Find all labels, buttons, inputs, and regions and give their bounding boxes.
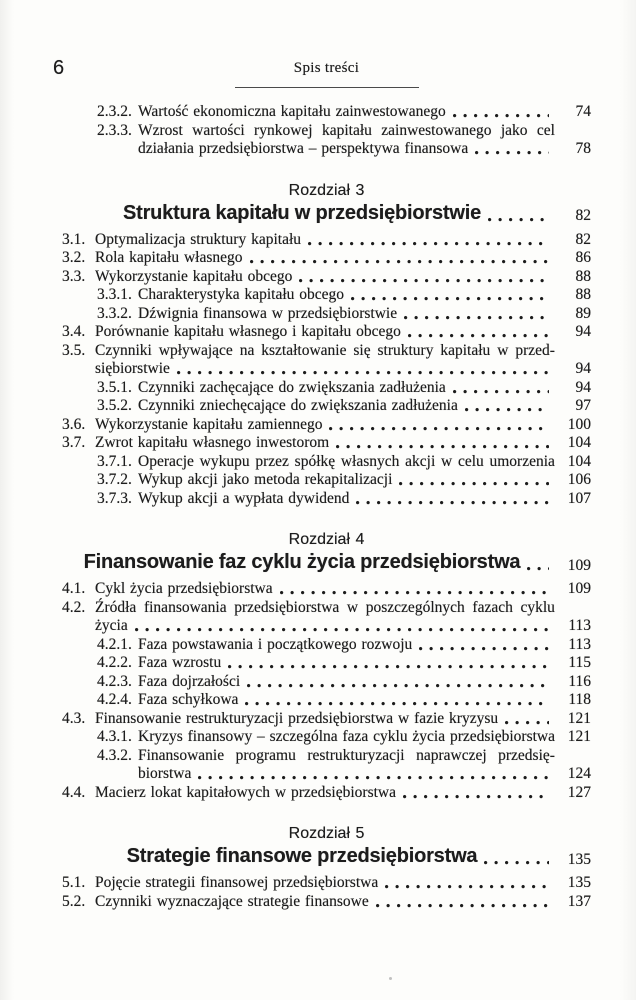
- entry-last-line: [95, 617, 555, 636]
- entry-lines: [95, 342, 555, 379]
- page-number: 6: [53, 57, 65, 79]
- entry-word: Kryzys: [138, 728, 183, 746]
- entry-last-line: [138, 103, 555, 122]
- entry-text: siębiorstwie: [95, 360, 170, 378]
- entry-word: restrukturyzacji: [307, 746, 405, 764]
- entry-number: 4.2.3.: [97, 672, 132, 690]
- entry-word: Wzrost: [138, 121, 183, 139]
- entry-lines: [138, 636, 555, 655]
- entry-lines: [95, 268, 555, 287]
- entry-text: Finansowanie restrukturyzacji przedsiębiorstwa w fazie kryzysu: [95, 709, 499, 727]
- leader-dots: [198, 775, 549, 780]
- leader-dots: [404, 315, 549, 320]
- entry-last-line: [138, 471, 555, 490]
- entry-text: Wykorzystanie kapitału zamiennego: [95, 415, 323, 433]
- entry-last-line: [138, 691, 555, 710]
- entry-lines: [138, 103, 555, 122]
- entry-word: się: [353, 341, 371, 359]
- entry-last-line: [138, 636, 555, 655]
- leader-dots: [484, 860, 549, 865]
- leader-dots: [299, 278, 549, 283]
- entry-number: 4.2.: [62, 598, 86, 616]
- entry-lines: [95, 416, 555, 435]
- entry-lines: [95, 323, 555, 342]
- entry-word: w: [346, 598, 359, 616]
- entry-text: Wykup akcji a wypłata dywidend: [138, 489, 350, 507]
- header-rule: [235, 87, 419, 88]
- toc-entry: [62, 323, 591, 342]
- entry-text: Czynniki zniechęcające do zwiększania zadłużenia: [138, 397, 458, 415]
- toc-entry: [62, 122, 591, 159]
- entry-last-line: [95, 580, 555, 599]
- entry-text: Porównanie kapitału własnego i kapitału obcego: [95, 323, 401, 341]
- entry-last-line: [95, 416, 555, 435]
- entry-page: 97: [575, 397, 591, 415]
- entry-last-line: [138, 490, 555, 509]
- entry-page: 115: [568, 654, 591, 672]
- entry-text-line: [95, 342, 555, 361]
- entry-number: 4.3.: [62, 709, 86, 727]
- leader-dots: [376, 903, 549, 908]
- entry-text: Pojęcie strategii finansowej przedsiębiorstwa: [95, 874, 379, 892]
- entry-last-line: [138, 673, 555, 692]
- entry-last-line: [95, 784, 555, 803]
- leader-dots: [465, 407, 549, 412]
- entry-word: Źródła: [95, 598, 137, 616]
- entry-text-line: [95, 599, 555, 618]
- entry-word: wpływające: [158, 341, 233, 359]
- entry-word: wykupu: [199, 452, 250, 470]
- entry-text: Wykorzystanie kapitału obcego: [95, 267, 293, 285]
- entry-lines: [138, 490, 555, 509]
- chapter-title: Struktura kapitału w przedsiębiorstwie: [122, 201, 482, 224]
- entry-page: 86: [575, 249, 591, 267]
- entry-word: przedsiębiorstwa: [449, 728, 555, 746]
- entry-text: życia: [95, 617, 128, 635]
- entry-text: Optymalizacja struktury kapitału: [95, 230, 302, 248]
- entry-lines: [95, 710, 555, 729]
- entry-word: cyklu: [520, 598, 555, 616]
- entry-text: Czynniki zachęcające do zwiększania zadłużenia: [138, 378, 446, 396]
- entry-page: 74: [575, 103, 591, 121]
- entry-number: 4.3.1.: [97, 728, 132, 746]
- entry-page: 88: [575, 286, 591, 304]
- entry-number: 5.1.: [62, 874, 86, 892]
- leader-dots: [408, 333, 549, 338]
- entry-page: 100: [567, 415, 591, 433]
- chapter-title: Strategie finansowe przedsiębiorstwa: [126, 845, 478, 868]
- leader-dots: [403, 794, 549, 799]
- entry-number: 4.2.1.: [97, 635, 132, 653]
- toc-entry: [62, 103, 591, 122]
- entry-word: kształtowanie: [261, 341, 347, 359]
- entry-word: struktury: [377, 341, 434, 359]
- entry-lines: [138, 654, 555, 673]
- entry-number: 4.3.2.: [97, 746, 132, 764]
- entry-word: rynkowej: [254, 121, 313, 139]
- toc-entry: [62, 728, 591, 747]
- entry-word: Czynniki: [95, 341, 152, 359]
- entry-word: przedsię-: [498, 746, 555, 764]
- entry-lines: [138, 453, 555, 472]
- toc-entry: [62, 599, 591, 636]
- entry-last-line: [138, 305, 555, 324]
- entry-word: faza: [342, 728, 369, 746]
- entry-lines: [138, 122, 555, 159]
- entry-last-line: [95, 710, 555, 729]
- entry-word: przed-: [515, 341, 555, 359]
- entry-number: 3.7.1.: [97, 452, 132, 470]
- toc-entry: [62, 471, 591, 490]
- entry-text: Faza schyłkowa: [138, 691, 239, 709]
- leader-dots: [505, 720, 549, 725]
- entry-lines: [138, 379, 555, 398]
- entry-word: wartości: [192, 121, 245, 139]
- chapter-title-row: [62, 844, 591, 869]
- entry-number: 4.2.4.: [97, 691, 132, 709]
- entry-page: 94: [575, 323, 591, 341]
- entry-lines: [138, 397, 555, 416]
- toc-entry: [62, 379, 591, 398]
- chapter-page: 109: [567, 556, 591, 574]
- entry-lines: [95, 874, 555, 893]
- entry-text-line: [138, 122, 555, 141]
- leader-dots: [336, 444, 549, 449]
- entry-page: 104: [567, 452, 591, 470]
- entry-text-line: [138, 453, 555, 472]
- entry-last-line: [95, 360, 555, 379]
- entry-page: 135: [567, 874, 591, 892]
- leader-dots: [475, 150, 549, 155]
- toc-list: [62, 103, 591, 911]
- entry-text: Macierz lokat kapitałowych w przedsiębiorstwa: [95, 783, 396, 801]
- toc-entry: [62, 305, 591, 324]
- entry-last-line: [138, 654, 555, 673]
- chapter-page: 135: [567, 850, 592, 868]
- entry-word: kapitału: [321, 121, 372, 139]
- chapter-page: 82: [575, 207, 592, 225]
- entry-number: 3.7.3.: [97, 489, 132, 507]
- scan-speck: [389, 977, 392, 980]
- chapter-title-row: [62, 550, 591, 575]
- entry-text: Wykup akcji jako metoda rekapitalizacji: [138, 471, 393, 489]
- entry-lines: [95, 249, 555, 268]
- page-content: [62, 58, 591, 911]
- chapter-title-row: [62, 201, 591, 226]
- leader-dots: [135, 627, 549, 632]
- toc-entry: [62, 710, 591, 729]
- entry-text: Rola kapitału własnego: [95, 249, 243, 267]
- entry-text: Wartość ekonomiczna kapitału zainwestowanego: [138, 103, 446, 121]
- entry-word: akcji: [405, 452, 436, 470]
- toc-entry: [62, 673, 591, 692]
- leader-dots: [356, 500, 549, 505]
- entry-text: Czynniki wyznaczające strategie finansowe: [95, 892, 369, 910]
- leader-dots: [247, 683, 549, 688]
- entry-word: w: [497, 341, 509, 359]
- running-header: Spis treści: [293, 60, 360, 76]
- toc-entry: [62, 654, 591, 673]
- leader-dots: [399, 481, 549, 486]
- entry-page: 124: [567, 765, 591, 783]
- toc-entry: [62, 691, 591, 710]
- entry-number: 3.3.: [62, 267, 86, 285]
- toc-entry: [62, 747, 591, 784]
- entry-page: 104: [567, 434, 591, 452]
- leader-dots: [280, 590, 549, 595]
- leader-dots: [228, 664, 549, 669]
- toc-entry: [62, 231, 591, 250]
- entry-number: 3.4.: [62, 323, 86, 341]
- chapter-title: Finansowanie faz cyklu życia przedsiębiorstwa: [83, 551, 521, 574]
- entry-number: 3.5.1.: [97, 378, 132, 396]
- entry-page: 121: [567, 728, 591, 746]
- entry-last-line: [138, 286, 555, 305]
- entry-last-line: [95, 249, 555, 268]
- toc-chapter: [62, 181, 591, 226]
- leader-dots: [488, 217, 549, 222]
- entry-text: Dźwignia finansowa w przedsiębiorstwie: [138, 304, 398, 322]
- entry-word: w: [441, 452, 453, 470]
- entry-text-line: [138, 728, 555, 747]
- entry-number: 3.5.2.: [97, 397, 132, 415]
- entry-page: 137: [567, 892, 591, 910]
- entry-lines: [138, 305, 555, 324]
- toc-entry: [62, 268, 591, 287]
- entry-page: 94: [575, 360, 591, 378]
- entry-lines: [95, 231, 555, 250]
- entry-last-line: [138, 140, 555, 159]
- entry-word: Finansowanie: [138, 746, 225, 764]
- toc-entry: [62, 893, 591, 912]
- entry-number: 3.6.: [62, 415, 86, 433]
- entry-page: 94: [575, 378, 591, 396]
- entry-word: kapitału: [440, 341, 491, 359]
- entry-word: cyklu: [373, 728, 408, 746]
- toc-entry: [62, 636, 591, 655]
- entry-number: 4.1.: [62, 580, 86, 598]
- entry-word: przedsiębiorstwa: [234, 598, 340, 616]
- entry-text: biorstwa: [138, 765, 192, 783]
- entry-page: 78: [575, 140, 591, 158]
- entry-word: programu: [235, 746, 296, 764]
- entry-number: 3.7.: [62, 434, 86, 452]
- entry-lines: [95, 434, 555, 453]
- entry-word: przez: [255, 452, 289, 470]
- entry-number: 4.2.2.: [97, 654, 132, 672]
- leader-dots: [250, 259, 550, 264]
- entry-word: zainwestowanego: [381, 121, 492, 139]
- entry-number: 4.4.: [62, 783, 86, 801]
- toc-entry: [62, 397, 591, 416]
- toc-entry: [62, 490, 591, 509]
- toc-entry: [62, 342, 591, 379]
- entry-lines: [138, 747, 555, 784]
- entry-number: 2.3.3.: [97, 121, 132, 139]
- entry-lines: [138, 673, 555, 692]
- toc-entry: [62, 434, 591, 453]
- entry-word: jako: [500, 121, 528, 139]
- entry-lines: [95, 599, 555, 636]
- chapter-label: Rozdział 5: [288, 825, 365, 843]
- leader-dots: [419, 646, 549, 651]
- chapter-label: Rozdział 3: [288, 181, 365, 199]
- entry-last-line: [95, 893, 555, 912]
- entry-word: cel: [536, 121, 555, 139]
- leader-dots: [245, 701, 549, 706]
- entry-page: 106: [567, 471, 591, 489]
- entry-page: 118: [568, 691, 591, 709]
- entry-text: Faza dojrzałości: [138, 672, 241, 690]
- entry-text: Zwrot kapitału własnego inwestorom: [95, 434, 330, 452]
- entry-text: Charakterystyka kapitału obcego: [138, 286, 345, 304]
- entry-page: 88: [575, 267, 591, 285]
- entry-number: 3.1.: [62, 230, 86, 248]
- entry-word: spółkę: [294, 452, 336, 470]
- toc-chapter: [62, 824, 591, 869]
- leader-dots: [453, 113, 549, 118]
- entry-number: 5.2.: [62, 892, 86, 910]
- entry-word: szczególna: [269, 728, 338, 746]
- entry-page: 116: [568, 672, 591, 690]
- entry-page: 107: [567, 489, 591, 507]
- toc-entry: [62, 580, 591, 599]
- entry-text: Faza powstawania i początkowego rozwoju: [138, 635, 413, 653]
- toc-entry: [62, 874, 591, 893]
- entry-word: naprawczej: [416, 746, 487, 764]
- entry-word: poszczególnych: [365, 598, 465, 616]
- leader-dots: [177, 370, 549, 375]
- entry-number: 3.5.: [62, 341, 86, 359]
- entry-number: 3.7.2.: [97, 471, 132, 489]
- entry-lines: [95, 784, 555, 803]
- entry-page: 113: [568, 617, 591, 635]
- entry-word: celu: [457, 452, 484, 470]
- entry-last-line: [95, 874, 555, 893]
- entry-page: 82: [575, 230, 591, 248]
- entry-last-line: [138, 765, 555, 784]
- entry-text: Faza wzrostu: [138, 654, 222, 672]
- entry-word: finansowy: [187, 728, 253, 746]
- entry-page: 109: [567, 580, 591, 598]
- leader-dots: [351, 296, 549, 301]
- leader-dots: [527, 566, 549, 571]
- entry-word: Operacje: [138, 452, 194, 470]
- entry-lines: [138, 471, 555, 490]
- leader-dots: [329, 426, 549, 431]
- leader-dots: [385, 884, 549, 889]
- entry-text: Cykl życia przedsiębiorstwa: [95, 580, 273, 598]
- entry-word: fazach: [472, 598, 513, 616]
- entry-last-line: [95, 268, 555, 287]
- entry-last-line: [95, 231, 555, 250]
- entry-word: własnych: [340, 452, 400, 470]
- toc-entry: [62, 249, 591, 268]
- entry-number: 3.3.2.: [97, 304, 132, 322]
- entry-last-line: [138, 379, 555, 398]
- entry-word: życia: [412, 728, 446, 746]
- entry-number: 2.3.2.: [97, 103, 132, 121]
- entry-page: 121: [567, 709, 591, 727]
- entry-last-line: [95, 434, 555, 453]
- entry-last-line: [95, 323, 555, 342]
- entry-word: –: [257, 728, 265, 746]
- toc-entry: [62, 784, 591, 803]
- toc-entry: [62, 453, 591, 472]
- chapter-label: Rozdział 4: [288, 531, 365, 549]
- entry-text: działania przedsiębiorstwa – perspektywa finansowa: [138, 140, 469, 158]
- entry-lines: [138, 728, 555, 747]
- entry-word: finansowania: [143, 598, 227, 616]
- entry-word: umorzenia: [489, 452, 555, 470]
- toc-chapter: [62, 530, 591, 575]
- entry-number: 3.3.1.: [97, 286, 132, 304]
- toc-entry: [62, 286, 591, 305]
- entry-lines: [95, 580, 555, 599]
- entry-text-line: [138, 747, 555, 766]
- leader-dots: [453, 389, 549, 394]
- toc-entry: [62, 416, 591, 435]
- entry-page: 89: [575, 304, 591, 322]
- entry-number: 3.2.: [62, 249, 86, 267]
- entry-lines: [138, 286, 555, 305]
- entry-word: na: [239, 341, 255, 359]
- entry-lines: [95, 893, 555, 912]
- entry-page: 127: [567, 783, 591, 801]
- entry-lines: [138, 691, 555, 710]
- entry-last-line: [138, 397, 555, 416]
- entry-page: 113: [568, 635, 591, 653]
- leader-dots: [308, 241, 549, 246]
